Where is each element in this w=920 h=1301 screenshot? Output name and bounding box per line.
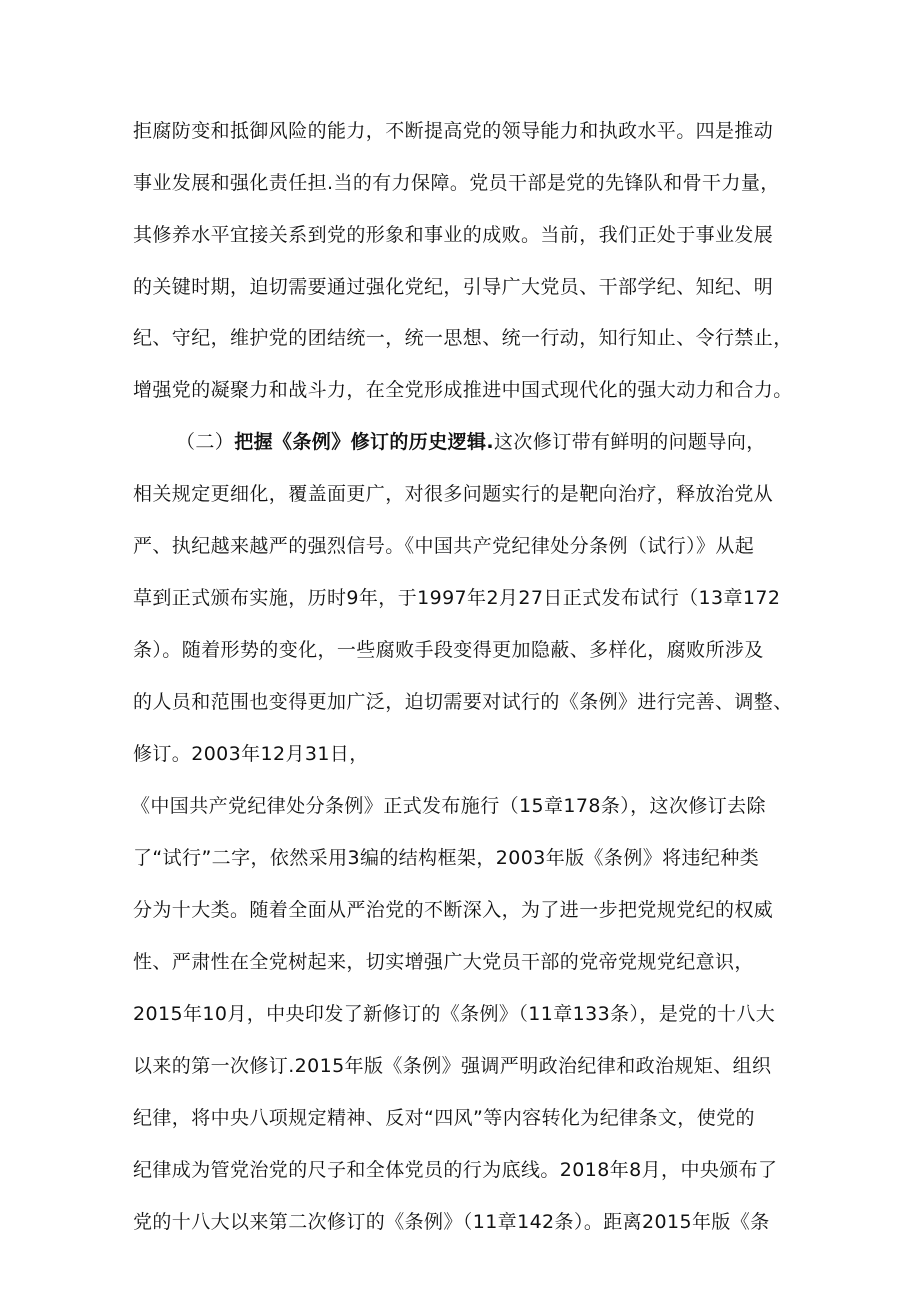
paragraph-line: 的关键时期，迫切需要通过强化党纪，引导广大党员、干部学纪、知纪、明: [133, 276, 774, 298]
paragraph-line: 《中国共产党纪律处分条例》正式发布施行（15章178条），这次修订去除: [131, 795, 766, 817]
paragraph-line: 分为十大类。随着全面从严治党的不断深入，为了进一步把党规党纪的权威: [133, 899, 774, 921]
paragraph-line: 了“试行”二字，依然采用3编的结构框架，2003年版《条例》将违纪种类: [133, 847, 760, 869]
paragraph-line: 草到正式颁布实施，历时9年，于1997年2月27日正式发布试行（13章172: [133, 587, 781, 609]
paragraph-line: 修订。2003年12月31日，: [133, 743, 369, 765]
paragraph-line: 以来的第一次修订.2015年版《条例》强调严明政治纪律和政治规矩、组织: [133, 1055, 772, 1077]
section-number: （二）: [176, 431, 235, 453]
paragraph-line: 条）。随着形势的变化，一些腐败手段变得更加隐蔽、多样化，腐败所涉及: [133, 639, 764, 661]
section-heading-line: [176, 429, 836, 455]
paragraph-line: 纪律，将中央八项规定精神、反对“四风”等内容转化为纪律条文，使党的: [133, 1107, 755, 1129]
paragraph-line: 纪律成为管党治党的尺子和全体党员的行为底线。2018年8月，中央颁布了: [133, 1159, 778, 1181]
paragraph-line: 相关规定更细化，覆盖面更广，对很多问题实行的是靶向治疗，释放治党从: [133, 483, 774, 505]
paragraph-line: 纪、守纪，维护党的团结统一，统一思想、统一行动，知行知止、令行禁止，: [133, 327, 793, 349]
paragraph-line: 党的十八大以来第二次修订的《条例》（11章142条）。距离2015年版《条: [133, 1211, 770, 1233]
paragraph-line: 严、执纪越来越严的强烈信号。《中国共产党纪律处分条例（试行）》从起: [133, 535, 755, 557]
paragraph-line: 增强党的凝聚力和战斗力，在全党形成推进中国式现代化的强大动力和合力。: [133, 379, 793, 401]
paragraph-line: 2015年10月，中央印发了新修订的《条例》（11章133条），是党的十八大: [133, 1003, 776, 1025]
paragraph-line: 其修养水平宜接关系到党的形象和事业的成败。当前，我们正处于事业发展: [133, 224, 774, 246]
paragraph-line: 事业发展和强化责任担.当的有力保障。党员干部是党的先锋队和骨干力量，: [133, 172, 780, 194]
paragraph-line: 拒腐防变和抵御风险的能力，不断提高党的领导能力和执政水平。四是推动: [133, 120, 774, 142]
paragraph-line: 性、严肃性在全党树起来，切实增强广大党员干部的党帝党规党纪意识，: [133, 951, 754, 973]
section-heading: 把握《条例》修订的历史逻辑.: [234, 431, 495, 453]
paragraph-line: 的人员和范围也变得更加广泛，迫切需要对试行的《条例》进行完善、调整、: [133, 691, 793, 713]
section-heading-continuation: 这次修订带有鲜明的问题导向，: [494, 431, 766, 453]
